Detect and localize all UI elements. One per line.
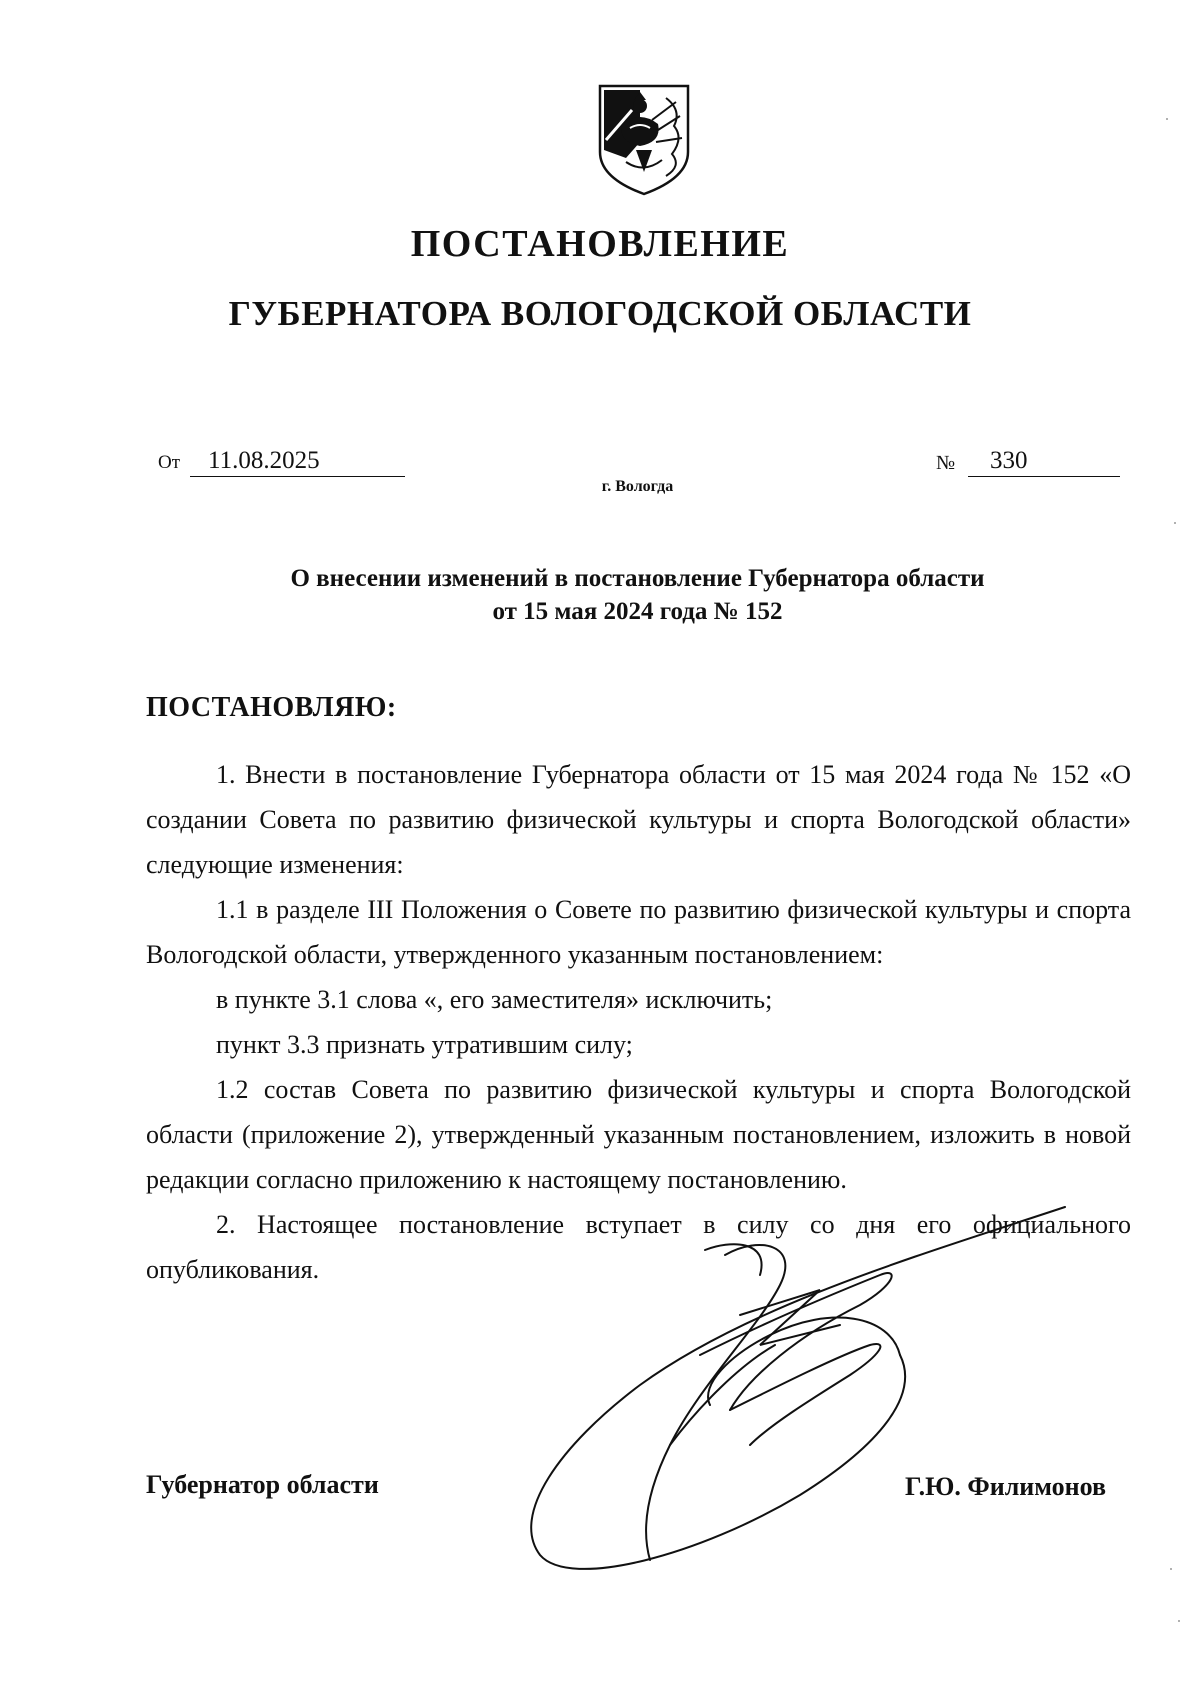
paragraph-1-1: 1.1 в разделе III Положения о Совете по развитию физической культуры и спорта Вологодской области, утвержденного указанным постановлением:: [146, 895, 1131, 969]
subject-line-2: от 15 мая 2024 года № 152: [492, 598, 783, 625]
document-subtitle: ГУБЕРНАТОРА ВОЛОГОДСКОЙ ОБЛАСТИ: [228, 294, 972, 333]
paragraph-item-3-3: пункт 3.3 признать утратившим силу;: [216, 1030, 633, 1059]
scan-speck: [1166, 118, 1168, 120]
document-number: 330: [968, 446, 1120, 477]
scan-speck: [1178, 1620, 1180, 1622]
paragraph-1: 1. Внести в постановление Губернатора области от 15 мая 2024 года № 152 «О создании Совета по развитию физической культуры и спорта Вологодской области» следующие изменения:: [146, 760, 1131, 879]
signer-position: Губернатор области: [146, 1470, 379, 1499]
paragraph-item-3-1: в пункте 3.1 слова «, его заместителя» исключить;: [216, 985, 773, 1014]
document-body: [146, 752, 1131, 1292]
paragraph-2: 2. Настоящее постановление вступает в силу со дня его официального опубликования.: [146, 1210, 1131, 1284]
scan-speck: [1174, 522, 1176, 524]
signer-name: Г.Ю. Филимонов: [905, 1472, 1107, 1501]
document-date: 11.08.2025: [190, 446, 405, 477]
scan-speck: [1170, 1568, 1172, 1570]
document-city: г. Вологда: [601, 478, 674, 495]
subject-line-1: О внесении изменений в постановление Губернатора области: [290, 565, 985, 592]
date-prefix: От: [158, 452, 181, 473]
paragraph-1-2: 1.2 состав Совета по развитию физической культуры и спорта Вологодской области (приложение 2), утвержденный указанным постановлением, изложить в новой редакции согласно приложению к настоящему постановлению.: [146, 1075, 1131, 1194]
document-title: ПОСТАНОВЛЕНИЕ: [410, 223, 790, 265]
coat-of-arms-icon: [596, 80, 692, 198]
number-prefix: №: [936, 452, 956, 474]
decree-heading: ПОСТАНОВЛЯЮ:: [146, 692, 397, 723]
document-subject: [0, 562, 1200, 628]
